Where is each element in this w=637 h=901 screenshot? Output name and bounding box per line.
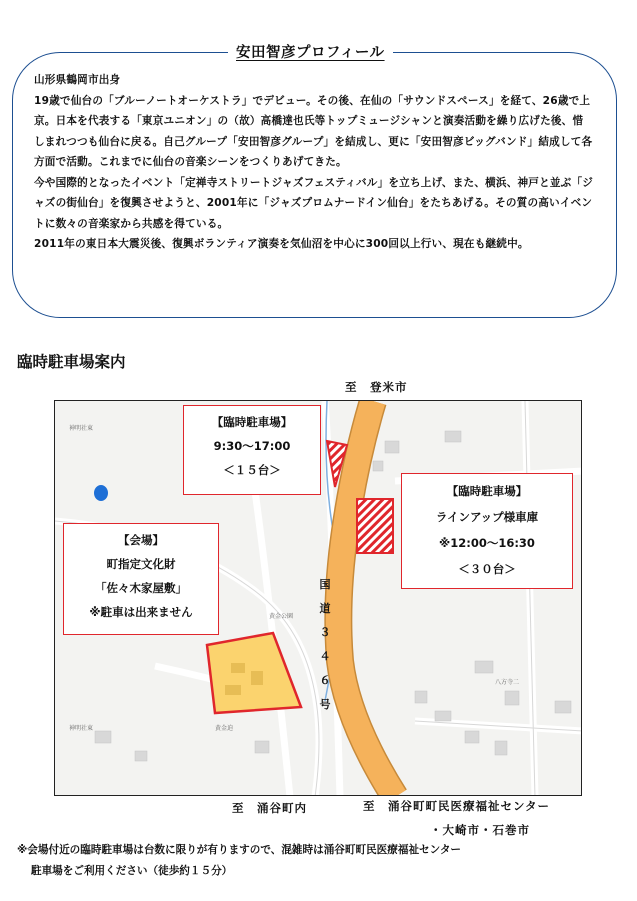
direction-south-east: 至 涌谷町町民医療福祉センター (363, 799, 551, 813)
profile-origin: 山形県鶴岡市出身 (34, 74, 121, 86)
map-label: 黄金迫 (215, 725, 234, 732)
direction-north: 至 登米市 (345, 380, 408, 394)
route-346 (338, 401, 395, 796)
parking-heading: 臨時駐車場案内 (17, 353, 126, 371)
parking-b-info: 【臨時駐車場】 ラインアップ様車庫 ※12:00〜16:30 ＜３０台＞ (401, 473, 573, 589)
venue-info: 【会場】 町指定文化財 「佐々木家屋敷」 ※駐車は出来ません (63, 523, 219, 635)
profile-paragraph: 19歳で仙台の「ブルーノートオーケストラ」でデビュー。その後、在仙の「サウンドスペース」を経て、26歳で上京。日本を代表する「東京ユニオン」の（故）高橋達也氏等トップミュージシャンと演奏活動を繰り広げた後、惜しまれつつも仙台に戻る。自己グループ「安田智彦グループ」を結成し、更に「安田智彦ビッグバンド」結成して各方面で活動。これまでに仙台の音楽シーンをつくりあげてきた。 (34, 94, 593, 168)
map-label: 神明社東 (69, 725, 94, 732)
map-label: 神明社東 (69, 425, 94, 432)
direction-south-east-cities: ・大崎市・石巻市 (430, 823, 530, 837)
profile-paragraph: 2011年の東日本大震災後、復興ボランティア演奏を気仙沼を中心に300回以上行い、現在も継続中。 (34, 238, 529, 250)
map-label: 黄金公園 (269, 613, 294, 620)
profile-title: 安田智彦プロフィール (228, 41, 393, 62)
map-label: 八方寺二 (495, 679, 520, 686)
profile-paragraph: 今や国際的となったイベント「定禅寺ストリートジャズフェスティバル」を立ち上げ、また、横浜、神戸と並ぶ「ジャズの街仙台」を復興させようと、2001年に「ジャズプロムナードイン仙台」をたちあげる。その質の高いイベントに数々の音楽家から共感を得ている。 (34, 176, 594, 230)
direction-south-west: 至 涌谷町内 (232, 801, 307, 815)
parking-a-info: 【臨時駐車場】 9:30〜17:00 ＜１５台＞ (183, 405, 321, 495)
road-label: 国 道 ３ ４ ６ 号 (319, 578, 331, 711)
parking-note: ※会場付近の臨時駐車場は台数に限りが有りますので、混雑時は涌谷町町民医療福祉センター 駐車場をご利用ください（徒歩約１５分） (17, 844, 462, 877)
parking-map[interactable] (54, 400, 582, 796)
profile-text (34, 70, 594, 255)
pond (94, 485, 108, 501)
parking-area-b (357, 499, 393, 553)
